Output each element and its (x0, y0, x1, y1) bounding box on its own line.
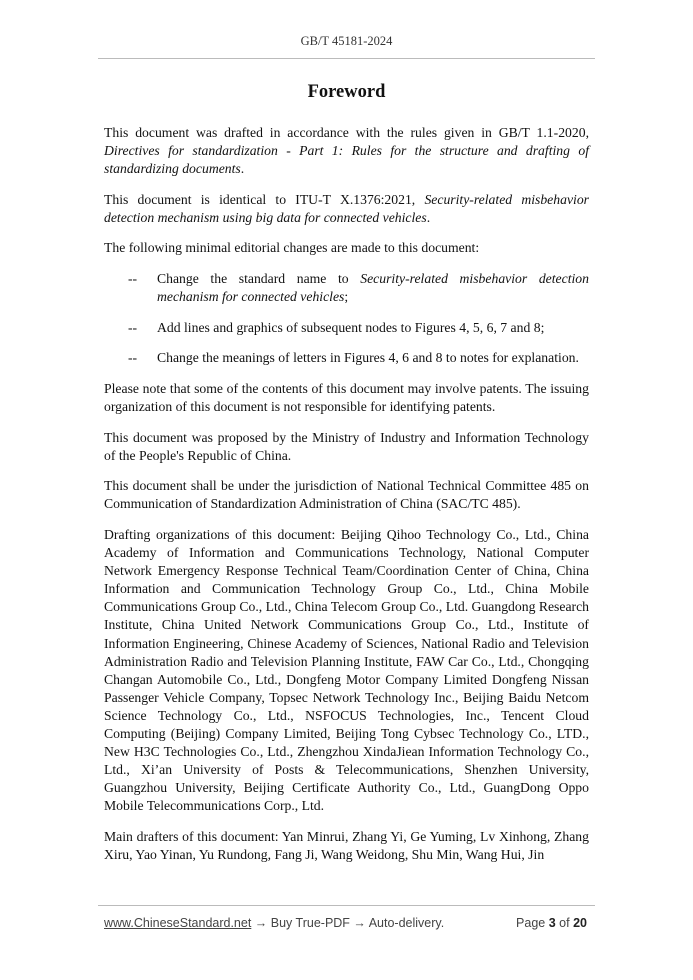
list-item (104, 270, 589, 306)
paragraph-text: This document was drafted in accordance with the rules given in GB/T 1.1-2020, (104, 125, 589, 140)
total-pages: 20 (573, 916, 587, 930)
paragraph-identical-to (104, 191, 589, 227)
list-dash: -- (128, 319, 138, 335)
list-dash: -- (128, 271, 138, 287)
paragraph-patents: Please note that some of the contents of this document may involve patents. The issuing organization of this document is not responsible for identifying patents. (104, 380, 589, 415)
referenced-standard-title: Security-related misbehavior detection mechanism using big data for connected vehicles (104, 191, 589, 225)
chinesestandard-link[interactable]: www.ChineseStandard.net (104, 916, 252, 930)
footer-promo-text: → Buy True-PDF → Auto-delivery. (251, 916, 445, 930)
list-item (104, 319, 589, 337)
header-divider (98, 58, 595, 59)
page-title: Foreword (307, 82, 386, 102)
current-page-number: 3 (548, 916, 556, 930)
paragraph-text: ; (344, 289, 349, 305)
list-item-text: Change the meanings of letters in Figures 4, 6 and 8 to notes for explanation. (157, 350, 579, 366)
list-item (104, 349, 589, 367)
standard-code-header: GB/T 45181-2024 (300, 34, 393, 48)
standard-name-italic: Security-related misbehavior detection mechanism for connected vehicles (157, 271, 589, 305)
paragraph-text: . (240, 161, 245, 177)
paragraph-jurisdiction: This document shall be under the jurisdiction of National Technical Committee 485 on Communication of Standardization Administration of China (SAC/TC 485). (104, 478, 589, 512)
of-label: of (559, 916, 570, 930)
paragraph-editorial-changes: The following minimal editorial changes are made to this document: (104, 240, 480, 256)
paragraph-text: . (426, 209, 431, 225)
page-label: Page (516, 916, 546, 930)
document-body (104, 124, 589, 877)
list-item-text: Add lines and graphics of subsequent nodes to Figures 4, 5, 6, 7 and 8; (157, 319, 545, 335)
referenced-standard-title: Directives for standardization - Part 1: Rules for the structure and drafting of standardizing documents (104, 143, 589, 177)
list-dash: -- (128, 350, 138, 366)
paragraph-proposed-by: This document was proposed by the Ministry of Industry and Information Technology of the People's Republic of China. (104, 429, 589, 463)
paragraph-text: Change the standard name to (157, 271, 361, 287)
footer-divider (98, 905, 595, 906)
paragraph-drafting-organizations: Drafting organizations of this document: Beijing Qihoo Technology Co., Ltd., China Academy of Information and Communications Technology, National Computer Network Emergency Response Technical Team/Coordination Center of China, China Information and Communication Technology Group Co., Ltd., China Mobile Communications Group Co., Ltd., China Telecom Group Co., Ltd. Guangdong Research Institute, China United Network Communications Group Co., Ltd., Institute of Information Engineering, Chinese Academy of Sciences, National Radio and Television Administration Radio and Television Planning Institute, FAW Car Co., Ltd., Chongqing Changan Automobile Co., Ltd., Dongfeng Motor Company Limited Dongfeng Nissan Passenger Vehicle Company, Topsec Network Technology Inc., Beijing Baidu Netcom Science Technology Co., Ltd., NSFOCUS Technologies, Inc., Tencent Cloud Computing (Beijing) Company Limited, Beijing Tong Cybsec Technology Co., LTD., New H3C Technologies Co., Ltd., Zhengzhou XindaJiean Information Technology Co., Ltd., Xi’an University of Posts & Telecommunications, Shenzhen University, Guangzhou University, Beijing Certificate Authority Co., Ltd., GuangDong Oppo Mobile Telecommunications Corp., Ltd. (104, 527, 590, 814)
paragraph-text: This document is identical to ITU-T X.1376:2021, (104, 191, 425, 207)
list-item-text (157, 270, 589, 306)
paragraph-drafting-rules (104, 124, 589, 178)
paragraph-main-drafters: Main drafters of this document: Yan Minrui, Zhang Yi, Ge Yuming, Lv Xinhong, Zhang Xiru, Yao Yinan, Yu Rundong, Fang Ji, Wang Weidong, Shu Min, Wang Hui, Jin (104, 829, 589, 863)
footer-promo (104, 916, 444, 930)
page-indicator (516, 916, 587, 930)
